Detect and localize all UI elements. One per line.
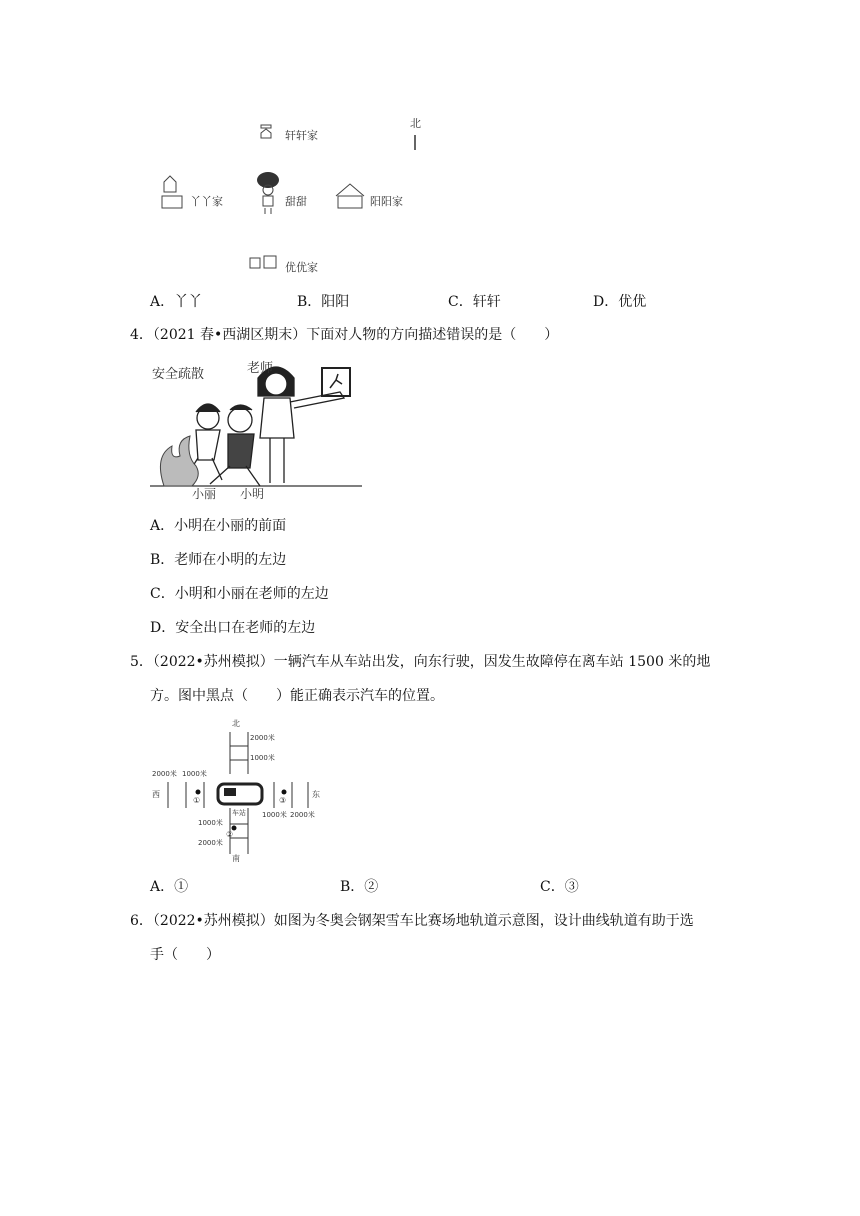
exit-sign-icon — [322, 368, 350, 396]
q5-figure-drawing — [150, 716, 330, 866]
q5-option-c: C．③ — [540, 879, 579, 895]
q5-north-label: 北 — [232, 719, 240, 728]
safety-evacuation-caption: 安全疏散 — [152, 367, 205, 382]
q5-1000m-south: 1000米 — [198, 819, 223, 827]
dot-1 — [196, 790, 201, 795]
tiantian-label: 甜甜 — [285, 195, 307, 208]
q5-stem-line1: 5．（2022•苏州模拟）一辆汽车从车站出发，向东行驶，因发生故障停在离车站 1500 米的地 — [130, 654, 711, 670]
youyou-house-label: 优优家 — [285, 261, 318, 274]
q5-2000m-south: 2000米 — [198, 839, 223, 847]
q5-2000m-west: 2000米 — [152, 770, 177, 778]
youyou-house-icon — [250, 256, 276, 268]
teacher-label: 老师 — [247, 361, 274, 376]
north-label: 北 — [410, 117, 421, 130]
q5-position-figure — [150, 716, 330, 866]
q5-east-label: 东 — [312, 790, 320, 799]
q5-west-label: 西 — [152, 790, 160, 799]
q5-option-a: A．① — [150, 879, 189, 895]
teacher-figure-icon — [258, 367, 344, 483]
q3-option-c: C．轩轩 — [448, 294, 501, 310]
q3-option-d: D．优优 — [593, 294, 647, 310]
q4-option-a: A．小明在小丽的前面 — [150, 518, 287, 534]
tiantian-girl-icon — [257, 172, 279, 214]
dot-3 — [282, 790, 287, 795]
yangyang-house-label: 阳阳家 — [370, 195, 403, 208]
q3-option-a: A．丫丫 — [150, 294, 203, 310]
xuanxuan-house-label: 轩轩家 — [285, 129, 318, 142]
yaya-house-icon — [162, 176, 182, 208]
q5-option-b: B．② — [340, 879, 379, 895]
q5-stem-line2: 方。图中黑点（ ）能正确表示汽车的位置。 — [150, 688, 444, 704]
yaya-house-label: 丫丫家 — [190, 195, 223, 208]
q5-point-2-label: ② — [226, 830, 234, 839]
xuanxuan-house-icon — [261, 125, 271, 138]
q5-2000m-north: 2000米 — [250, 734, 275, 742]
q4-option-d: D．安全出口在老师的左边 — [150, 620, 316, 636]
q5-point-3-label: ③ — [279, 796, 287, 805]
q6-stem-line1: 6．（2022•苏州模拟）如图为冬奥会钢架雪车比赛场地轨道示意图，设计曲线轨道有助于选 — [130, 913, 694, 929]
fire-icon — [160, 436, 198, 486]
q5-1000m-north: 1000米 — [250, 754, 275, 762]
q6-stem-line2: 手（ ） — [150, 947, 220, 963]
q4-evacuation-figure — [150, 358, 365, 500]
yangyang-house-icon — [336, 184, 364, 208]
q5-south-label: 南 — [232, 854, 240, 863]
q5-station-label: 车站 — [232, 809, 246, 817]
q5-point-1-label: ① — [193, 796, 201, 805]
car-icon — [218, 784, 262, 804]
q3-option-b: B．阳阳 — [297, 294, 350, 310]
xiaoming-label: 小明 — [240, 487, 265, 501]
q5-1000m-east: 1000米 — [262, 811, 287, 819]
q3-direction-figure — [150, 110, 440, 280]
q4-stem: 4．（2021 春•西湖区期末）下面对人物的方向描述错误的是（ ） — [130, 327, 559, 343]
xiaoli-label: 小丽 — [192, 487, 217, 501]
q4-option-b: B．老师在小明的左边 — [150, 552, 287, 568]
q4-option-c: C．小明和小丽在老师的左边 — [150, 586, 329, 602]
q5-2000m-east: 2000米 — [290, 811, 315, 819]
q5-1000m-west: 1000米 — [182, 770, 207, 778]
